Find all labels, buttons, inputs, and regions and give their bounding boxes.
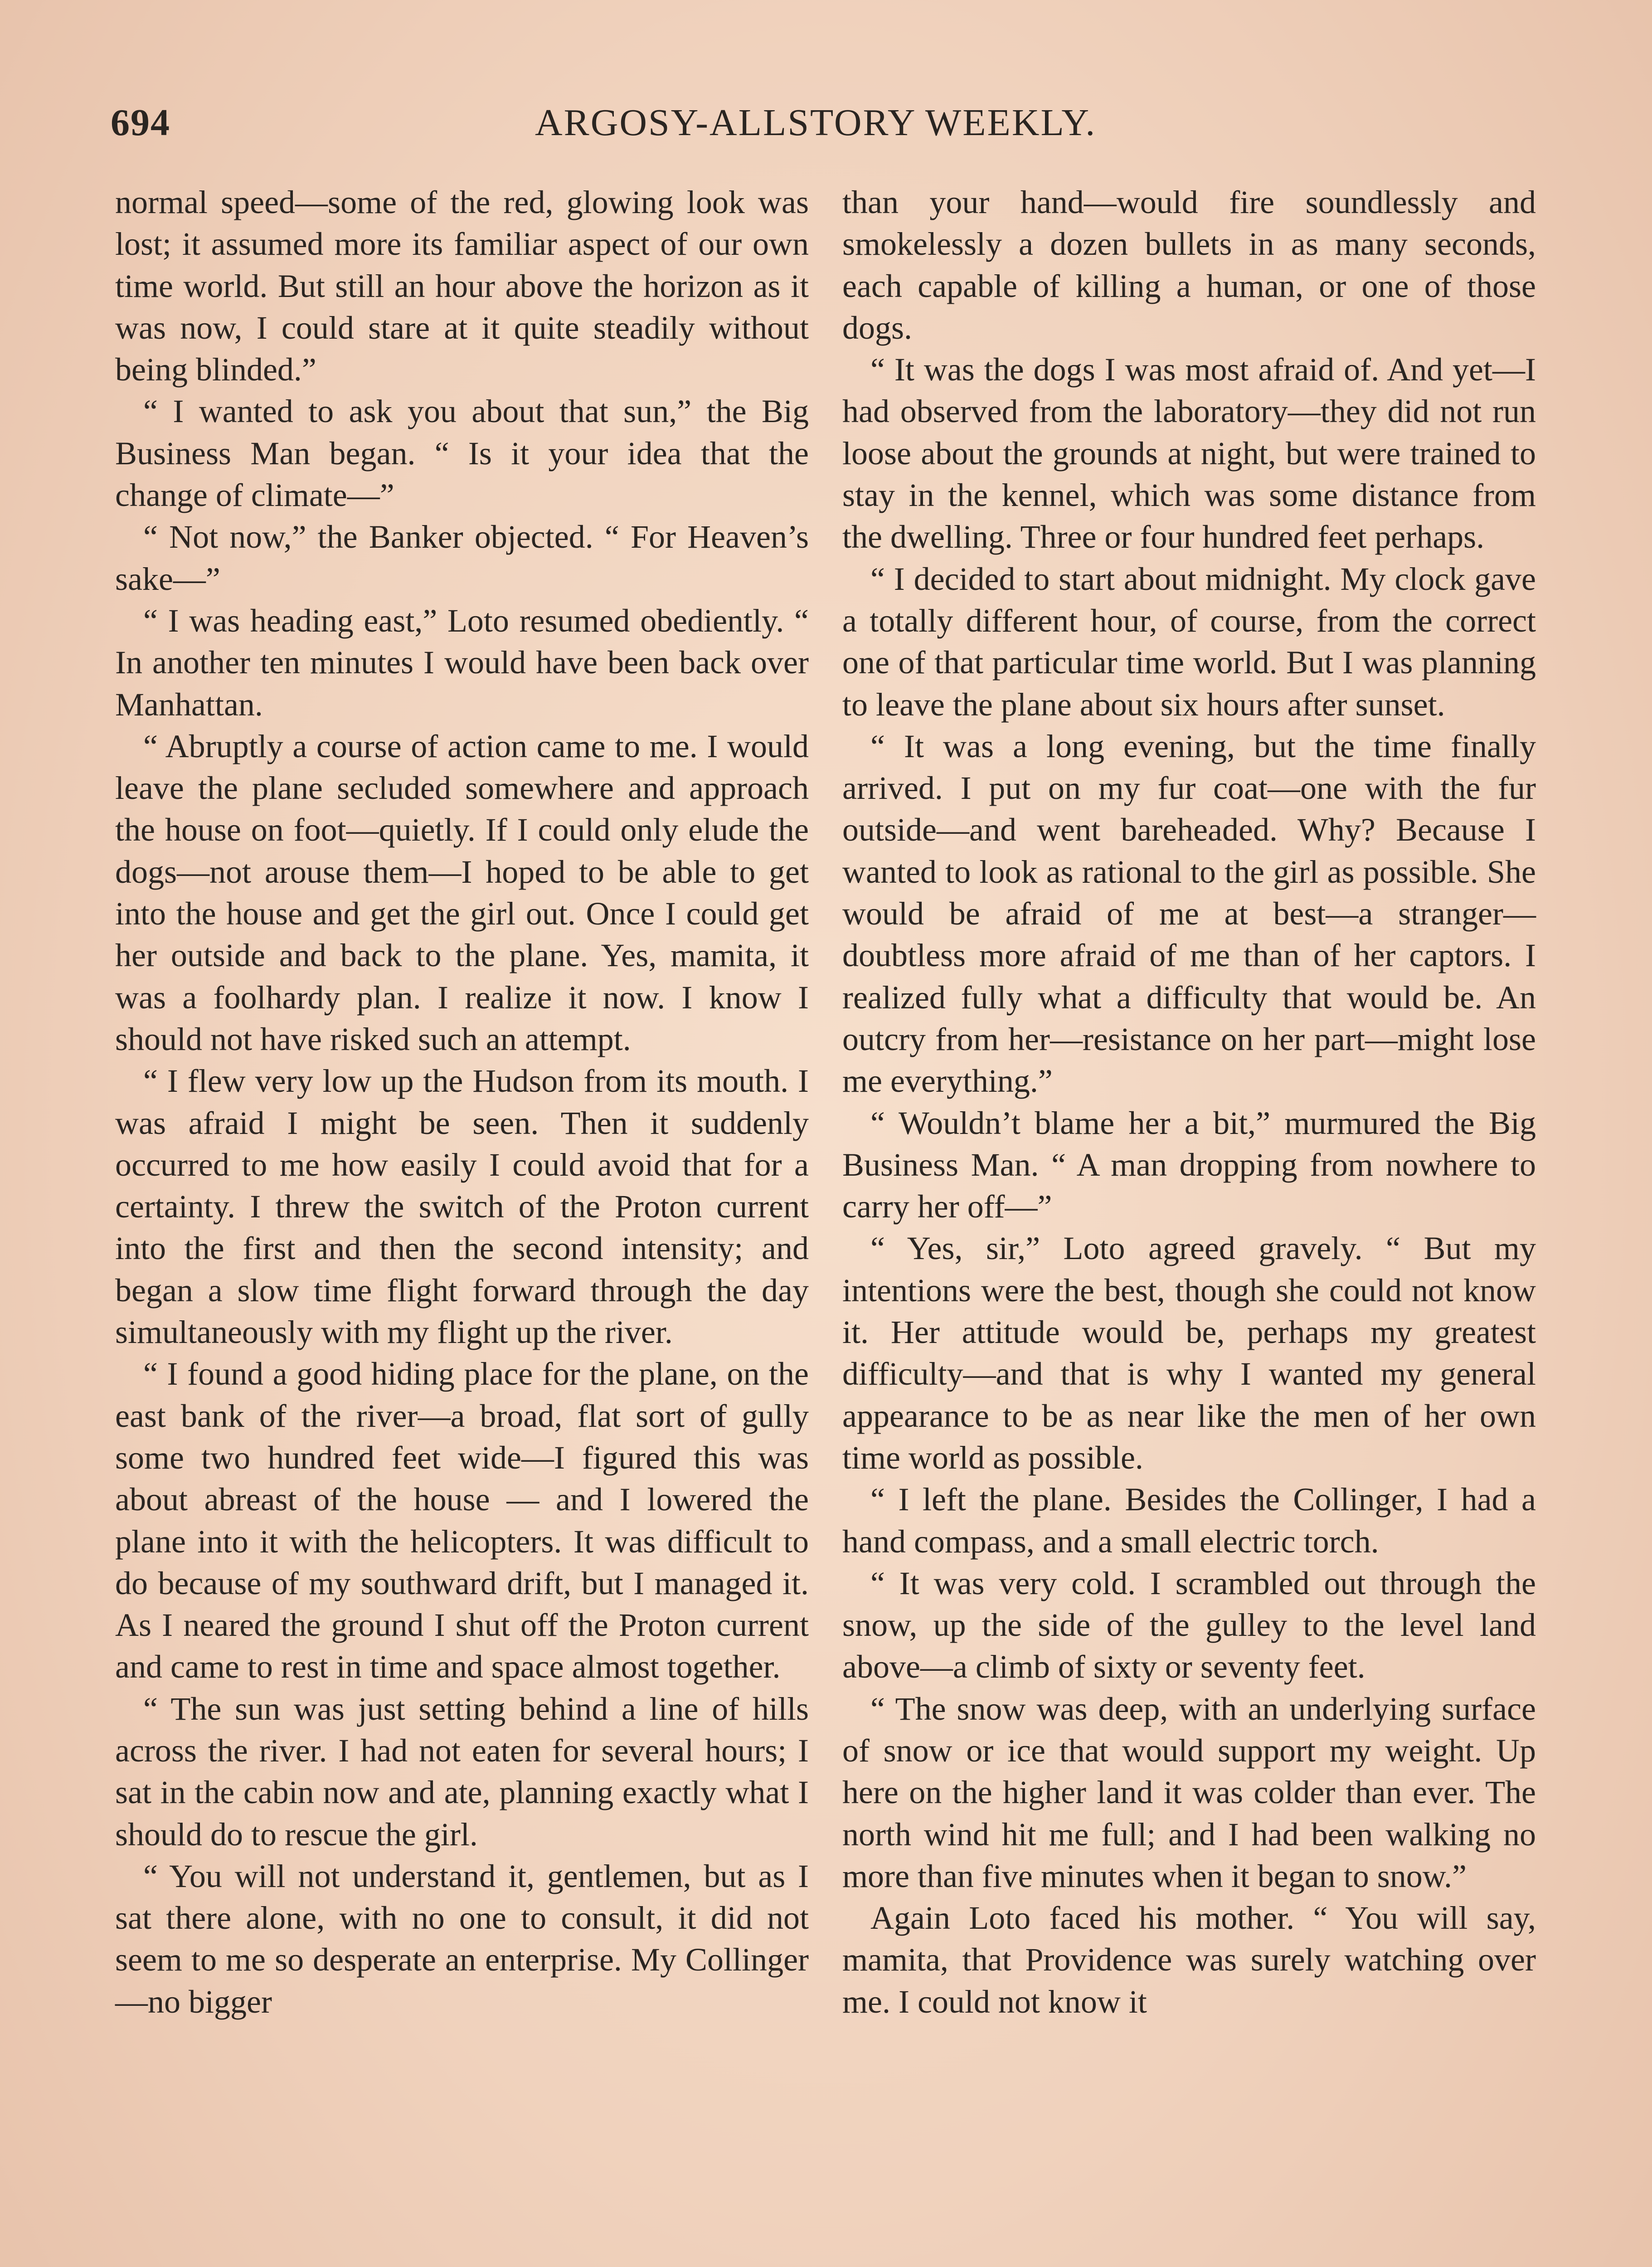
paragraph: normal speed—some of the red, glowing look was lost; it assumed more its familiar aspect of our own time world. But still an hour above the horizon as it was now, I could stare at it quite steadily without being blinded.” — [115, 184, 809, 388]
paragraph: than your hand—would fire soundlessly and smokelessly a dozen bullets in as many seconds, each capable of killing a human, or one of those dogs. — [842, 184, 1536, 346]
paragraph: “ I wanted to ask you about that sun,” the Big Business Man began. “ Is it your idea that the change of climate—” — [115, 393, 809, 514]
paragraph: “ I left the plane. Besides the Collinger, I had a hand compass, and a small electric torch. — [842, 1481, 1536, 1560]
paragraph: “ I found a good hiding place for the plane, on the east bank of the river—a broad, flat sort of gully some two hundred feet wide—I figured this was about abreast of the house — and I lowered the plane into it with the helicopters. It was difficult to do because of my southward drift, but I managed it. As I neared the ground I shut off the Proton current and came to rest in time and space almost together. — [115, 1356, 809, 1685]
paragraph: “ I flew very low up the Hudson from its mouth. I was afraid I might be seen. Then it suddenly occurred to me how easily I could avoid that for a certainty. I threw the switch of the Proton current into the first and then the second intensity; and began a slow time flight forward through the day simultaneously with my flight up the river. — [115, 1063, 809, 1351]
paragraph: “ It was a long evening, but the time finally arrived. I put on my fur coat—one with the fur outside—and went bareheaded. Why? Because I wanted to look as rational to the girl as possible. She would be afraid of me at best—a stranger—doubtless more afraid of me than of her captors. I realized fully what a difficulty that would be. An outcry from her—resistance on her part—might lose me everything.” — [842, 728, 1536, 1099]
paragraph: “ It was the dogs I was most afraid of. And yet—I had observed from the laboratory—they did not run loose about the grounds at night, but were trained to stay in the kennel, which was some distance from the dwelling. Three or four hundred feet perhaps. — [842, 351, 1536, 555]
paragraph: “ Yes, sir,” Loto agreed gravely. “ But my intentions were the best, though she could not know it. Her attitude would be, perhaps my greatest difficulty—and that is why I wanted my general appearance to be as near like the men of her own time world as possible. — [842, 1230, 1536, 1476]
paragraph: “ I decided to start about midnight. My clock gave a totally different hour, of course, from the correct one of that particular time world. But I was planning to leave the plane about six hours after sunset. — [842, 560, 1536, 723]
running-head: ARGOSY-ALLSTORY WEEKLY. — [535, 102, 1097, 144]
paragraph: Again Loto faced his mother. “ You will say, mamita, that Providence was surely watching over me. I could not know it — [842, 1900, 1536, 2020]
right-column — [842, 181, 1536, 2023]
paragraph: “ I was heading east,” Loto resumed obediently. “ In another ten minutes I would have been back over Manhattan. — [115, 602, 809, 723]
paragraph: “ Abruptly a course of action came to me. I would leave the plane secluded somewhere and approach the house on foot—quietly. If I could only elude the dogs—not arouse them—I hoped to be able to get into the house and get the girl out. Once I could get her outside and back to the plane. Yes, mamita, it was a foolhardy plan. I realize it now. I know I should not have risked such an attempt. — [115, 728, 809, 1057]
left-column — [115, 181, 809, 2023]
paragraph: “ The sun was just setting behind a line of hills across the river. I had not eaten for several hours; I sat in the cabin now and ate, planning exactly what I should do to rescue the girl. — [115, 1690, 809, 1853]
paragraph: “ It was very cold. I scrambled out through the snow, up the side of the gulley to the level land above—a climb of sixty or seventy feet. — [842, 1565, 1536, 1685]
paragraph: “ Wouldn’t blame her a bit,” murmured the Big Business Man. “ A man dropping from nowhere to carry her off—” — [842, 1104, 1536, 1225]
paragraph: “ Not now,” the Banker objected. “ For Heaven’s sake—” — [115, 519, 809, 597]
page-number: 694 — [111, 102, 170, 144]
paragraph: “ You will not understand it, gentlemen, but as I sat there alone, with no one to consult, it did not seem to me so desperate an enterprise. My Collinger—no bigger — [115, 1858, 809, 2020]
paragraph: “ The snow was deep, with an underlying surface of snow or ice that would support my weight. Up here on the higher land it was colder than ever. The north wind hit me full; and I had been walking no more than five minutes when it began to snow.” — [842, 1690, 1536, 1894]
